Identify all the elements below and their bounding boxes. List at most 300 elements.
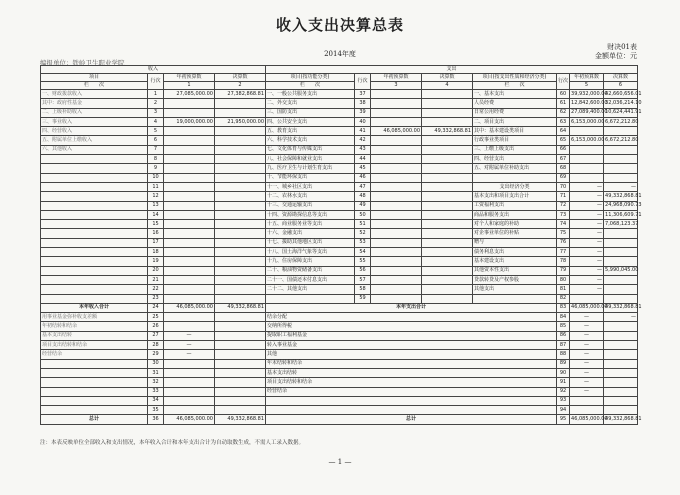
expense-econ-row-number: 80: [557, 275, 570, 284]
expense-func-row-number: 57: [355, 275, 371, 284]
expense-econ-budget-value: —: [570, 275, 604, 284]
expense-func-row-number: 39: [355, 108, 371, 117]
expense-func-item: 二十一、国债还本付息支出: [266, 275, 355, 284]
expense-func-item: 八、社会保障和就业支出: [266, 155, 355, 164]
income-row-number: 6: [148, 136, 164, 145]
col-row-header-3: 行次: [557, 74, 570, 90]
income-row-number: 1: [148, 90, 164, 99]
expense-final-value: [604, 368, 638, 377]
expense-row-number: 91: [557, 378, 570, 387]
table-row: [41, 313, 638, 322]
income-budget-value: [164, 294, 215, 303]
income-final-value: [215, 238, 266, 247]
income-final-value: [215, 275, 266, 284]
expense-econ-item: 人员经费: [473, 99, 557, 108]
income-item: [41, 192, 148, 201]
expense-func-budget-value: [371, 192, 422, 201]
income-row-number: 13: [148, 201, 164, 210]
grand-total-expense-budget: 46,085,000.00: [570, 415, 604, 424]
income-row-number: 23: [148, 294, 164, 303]
income-budget-value: [164, 127, 215, 136]
expense-econ-row-number: 69: [557, 173, 570, 182]
expense-func-budget-value: [371, 117, 422, 126]
income-final-value: [215, 155, 266, 164]
expense-econ-budget-value: —: [570, 285, 604, 294]
income-budget-value: [164, 266, 215, 275]
table-body: [41, 66, 642, 425]
expense-func-final-value: [422, 248, 473, 257]
expense-econ-final-value: 5,990,045.00: [604, 266, 638, 275]
expense-econ-budget-value: —: [570, 210, 604, 219]
lanci-label-3: 栏 次: [473, 82, 557, 90]
table-row: [41, 201, 638, 210]
income-item: [41, 164, 148, 173]
expense-func-budget-value: [371, 248, 422, 257]
expense-func-budget-value: [371, 266, 422, 275]
expense-func-budget-value: [371, 238, 422, 247]
expense-func-final-value: [422, 108, 473, 117]
income-item: [41, 378, 148, 387]
income-final-value: [215, 406, 266, 415]
expense-econ-final-value: 24,968,090.73: [604, 201, 638, 210]
expense-func-budget-value: [371, 155, 422, 164]
expense-func-row-number: 52: [355, 229, 371, 238]
expense-item: 交纳所得税: [266, 322, 557, 331]
income-row-number: 17: [148, 238, 164, 247]
col-item-header: 项目: [41, 74, 148, 82]
expense-econ-row-number: 63: [557, 117, 570, 126]
expense-final-value: [604, 378, 638, 387]
income-final-value: [215, 210, 266, 219]
income-item: 用事业基金弥补收支差额: [41, 313, 148, 322]
expense-item: [266, 396, 557, 405]
column-number-row: [41, 82, 638, 90]
income-row-number: 22: [148, 285, 164, 294]
income-item: 四、经营收入: [41, 127, 148, 136]
income-row-number: 32: [148, 378, 164, 387]
income-budget-value: [164, 108, 215, 117]
lanci-label: 栏 次: [41, 82, 148, 90]
expense-item: 基本支出结转: [266, 368, 557, 377]
expense-econ-budget-value: —: [570, 192, 604, 201]
expense-func-item: 十八、国土海洋气象等支出: [266, 248, 355, 257]
expense-econ-item: 二、项目支出: [473, 117, 557, 126]
expense-econ-item: 其他资本性支出: [473, 266, 557, 275]
income-budget-value: [164, 229, 215, 238]
expense-econ-budget-value: —: [570, 248, 604, 257]
expense-func-row-number: 58: [355, 285, 371, 294]
expense-budget-value: —: [570, 359, 604, 368]
expense-econ-item: 对个人和家庭的补助: [473, 220, 557, 229]
income-row-number: 28: [148, 341, 164, 350]
income-row-number: 16: [148, 229, 164, 238]
year-expense-total-label: 本年支出合计: [266, 303, 557, 312]
table-row: [41, 238, 638, 247]
income-item: 其中：政府性基金: [41, 99, 148, 108]
expense-row-number: 85: [557, 322, 570, 331]
expense-func-row-number: 37: [355, 90, 371, 99]
income-final-value: [215, 248, 266, 257]
year-income-total-budget: 46,085,000.00: [164, 303, 215, 312]
expense-econ-final-value: 6,672,212.80: [604, 117, 638, 126]
col-budget-header: 年初预算数: [164, 74, 215, 82]
table-row: [41, 285, 638, 294]
expense-econ-budget-value: [570, 145, 604, 154]
income-final-value: [215, 99, 266, 108]
expense-econ-row-number: 64: [557, 127, 570, 136]
income-final-value: [215, 294, 266, 303]
expense-econ-item: 五、对附属单位补助支出: [473, 164, 557, 173]
expense-func-row-number: 41: [355, 127, 371, 136]
income-final-value: [215, 359, 266, 368]
expense-econ-final-value: [604, 294, 638, 303]
income-budget-value: [164, 136, 215, 145]
income-row-number: 15: [148, 220, 164, 229]
expense-func-row-number: 49: [355, 201, 371, 210]
col-number-6: 6: [604, 82, 638, 90]
income-item: 五、附属单位上缴收入: [41, 136, 148, 145]
expense-func-item: 二、外交支出: [266, 99, 355, 108]
income-budget-value: [164, 359, 215, 368]
table-row: [41, 275, 638, 284]
income-item: [41, 406, 148, 415]
table-row: [41, 350, 638, 359]
income-item: 三、事业收入: [41, 117, 148, 126]
expense-func-item: 五、教育支出: [266, 127, 355, 136]
table-row: [41, 341, 638, 350]
expense-econ-final-value: [604, 248, 638, 257]
expense-func-item: 四、公共安全支出: [266, 117, 355, 126]
income-final-value: [215, 396, 266, 405]
expense-econ-final-value: 49,332,868.81: [604, 192, 638, 201]
expense-func-budget-value: [371, 136, 422, 145]
expense-func-item: 十七、援助其他地区支出: [266, 238, 355, 247]
expense-econ-item: 三、上缴上级支出: [473, 145, 557, 154]
table-row: [41, 108, 638, 117]
table-row: [41, 192, 638, 201]
income-row-number: 14: [148, 210, 164, 219]
expense-func-budget-value: [371, 285, 422, 294]
expense-econ-item: 日常公用经费: [473, 108, 557, 117]
expense-func-budget-value: [371, 173, 422, 182]
expense-func-row-number: 54: [355, 248, 371, 257]
expense-func-row-number: 55: [355, 257, 371, 266]
income-final-value: [215, 387, 266, 396]
expense-econ-budget-value: [570, 294, 604, 303]
expense-econ-row-number: 77: [557, 248, 570, 257]
income-item: [41, 210, 148, 219]
expense-func-final-value: [422, 117, 473, 126]
expense-row-number: 94: [557, 406, 570, 415]
expense-econ-item: 商品和服务支出: [473, 210, 557, 219]
expense-econ-row-number: 76: [557, 238, 570, 247]
expense-econ-final-value: 11,306,609.71: [604, 210, 638, 219]
expense-econ-budget-value: [570, 173, 604, 182]
expense-final-value: —: [604, 313, 638, 322]
expense-econ-budget-value: 6,153,000.00: [570, 136, 604, 145]
col-number-2: 2: [215, 82, 266, 90]
income-budget-value: [164, 201, 215, 210]
expense-func-budget-value: [371, 99, 422, 108]
income-final-value: [215, 266, 266, 275]
expense-func-final-value: [422, 99, 473, 108]
income-row-number: 21: [148, 275, 164, 284]
grand-total-income-row-number: 36: [148, 415, 164, 424]
income-final-value: [215, 164, 266, 173]
col-number-5: 5: [570, 82, 604, 90]
expense-econ-budget-value: [570, 127, 604, 136]
expense-econ-final-value: [604, 257, 638, 266]
income-item: 六、其他收入: [41, 145, 148, 154]
expense-econ-row-number: 68: [557, 164, 570, 173]
expense-item: 年末结转和结余: [266, 359, 557, 368]
expense-econ-row-number: 78: [557, 257, 570, 266]
expense-func-budget-value: [371, 182, 422, 191]
income-item: 二、上级补助收入: [41, 108, 148, 117]
expense-budget-value: —: [570, 331, 604, 340]
expense-func-item: 三、国防支出: [266, 108, 355, 117]
expense-func-final-value: [422, 257, 473, 266]
expense-econ-budget-value: —: [570, 182, 604, 191]
expense-row-number: 88: [557, 350, 570, 359]
year-income-total-label: 本年收入合计: [41, 303, 148, 312]
grand-total-expense-label: 总计: [266, 415, 557, 424]
page-number: — 1 —: [328, 458, 352, 466]
income-row-number: 2: [148, 99, 164, 108]
expense-econ-final-value: [604, 229, 638, 238]
income-final-value: [215, 127, 266, 136]
expense-func-final-value: [422, 182, 473, 191]
income-item: 年初结转和结余: [41, 322, 148, 331]
income-item: [41, 294, 148, 303]
income-item: [41, 368, 148, 377]
income-budget-value: —: [164, 331, 215, 340]
year-income-total-row-number: 24: [148, 303, 164, 312]
income-row-number: 9: [148, 164, 164, 173]
table-row: [41, 294, 638, 303]
expense-econ-final-value: [604, 173, 638, 182]
expense-econ-item: 基本支出和项目支出合计: [473, 192, 557, 201]
income-budget-value: —: [164, 350, 215, 359]
expense-econ-budget-value: [570, 164, 604, 173]
income-budget-value: [164, 182, 215, 191]
income-item: [41, 173, 148, 182]
expense-func-budget-value: [371, 164, 422, 173]
income-row-number: 31: [148, 368, 164, 377]
col-item-econ-header: 项目(按支出性质和经济分类): [473, 74, 557, 82]
expense-econ-row-number: 60: [557, 90, 570, 99]
expense-econ-budget-value: 6,153,000.00: [570, 117, 604, 126]
expense-budget-value: —: [570, 341, 604, 350]
income-budget-value: [164, 210, 215, 219]
expense-econ-final-value: —: [604, 182, 638, 191]
expense-func-row-number: 40: [355, 117, 371, 126]
income-budget-value: [164, 155, 215, 164]
expense-budget-value: —: [570, 387, 604, 396]
income-row-number: 8: [148, 155, 164, 164]
expense-row-number: 84: [557, 313, 570, 322]
expense-econ-row-number: 79: [557, 266, 570, 275]
expense-econ-final-value: [604, 155, 638, 164]
expense-func-item: 七、文化体育与传媒支出: [266, 145, 355, 154]
income-section-header: 收入: [41, 66, 266, 74]
expense-func-row-number: 43: [355, 145, 371, 154]
expense-row-number: 89: [557, 359, 570, 368]
form-code: 财决01表: [607, 43, 637, 51]
income-budget-value: [164, 257, 215, 266]
expense-func-item: 二十二、其他支出: [266, 285, 355, 294]
expense-budget-value: —: [570, 322, 604, 331]
income-item: [41, 285, 148, 294]
income-row-number: 18: [148, 248, 164, 257]
expense-func-row-number: 46: [355, 173, 371, 182]
expense-econ-final-value: 42,660,656.01: [604, 90, 638, 99]
table-row: [41, 182, 638, 191]
expense-func-budget-value: [371, 210, 422, 219]
table-row: [41, 145, 638, 154]
income-item: 基本支出结转: [41, 331, 148, 340]
income-final-value: [215, 192, 266, 201]
expense-row-number: 87: [557, 341, 570, 350]
income-final-value: [215, 313, 266, 322]
expense-econ-final-value: [604, 238, 638, 247]
expense-econ-final-value: [604, 285, 638, 294]
expense-final-value: [604, 341, 638, 350]
income-row-number: 19: [148, 257, 164, 266]
expense-final-value: [604, 322, 638, 331]
expense-func-row-number: 50: [355, 210, 371, 219]
income-item: [41, 257, 148, 266]
col-budget-header-3: 年初预算数: [570, 74, 604, 82]
expense-econ-budget-value: —: [570, 238, 604, 247]
expense-budget-value: —: [570, 350, 604, 359]
table-row: [41, 127, 638, 136]
income-item: [41, 359, 148, 368]
expense-item: 经营结余: [266, 387, 557, 396]
column-header-row: [41, 74, 638, 82]
income-row-number: 11: [148, 182, 164, 191]
income-row-number: 30: [148, 359, 164, 368]
col-number-1: 1: [164, 82, 215, 90]
table-row: [41, 164, 638, 173]
footnote: 注：本表反映单位全部收入和支出情况，本年收入合计和本年支出合计为自动取数生成，不需人工录入数据。: [40, 440, 305, 446]
grand-total-income-budget: 46,085,000.00: [164, 415, 215, 424]
grand-total-expense-row-number: 95: [557, 415, 570, 424]
income-budget-value: 27,085,000.00: [164, 90, 215, 99]
income-final-value: [215, 285, 266, 294]
report-title: 收入支出决算总表: [275, 16, 404, 34]
expense-row-number: 90: [557, 368, 570, 377]
expense-row-number: 92: [557, 387, 570, 396]
income-final-value: [215, 182, 266, 191]
expense-econ-final-value: [604, 145, 638, 154]
expense-econ-row-number: 65: [557, 136, 570, 145]
expense-section-header: 支出: [266, 66, 638, 74]
expense-func-item: 十一、城乡社区支出: [266, 182, 355, 191]
income-final-value: 27,382,868.81: [215, 90, 266, 99]
income-item: [41, 238, 148, 247]
expense-econ-item: 四、经营支出: [473, 155, 557, 164]
col-final-header-2: 决算数: [422, 74, 473, 82]
table-row: [41, 368, 638, 377]
expense-func-budget-value: [371, 275, 422, 284]
income-budget-value: [164, 368, 215, 377]
expense-func-item: 二十、粮油物资储备支出: [266, 266, 355, 275]
income-budget-value: —: [164, 341, 215, 350]
expense-econ-row-number: 62: [557, 108, 570, 117]
expense-econ-final-value: [604, 164, 638, 173]
income-item: 项目支出结转和结余: [41, 341, 148, 350]
table-row: [41, 396, 638, 405]
income-final-value: [215, 108, 266, 117]
expense-func-row-number: 45: [355, 164, 371, 173]
expense-econ-item: 工资福利支出: [473, 201, 557, 210]
expense-func-item: 十、节能环保支出: [266, 173, 355, 182]
expense-item: 项目支出结转和结余: [266, 378, 557, 387]
income-final-value: [215, 368, 266, 377]
year-expense-total-row-number: 83: [557, 303, 570, 312]
expense-func-final-value: [422, 136, 473, 145]
expense-func-item: 一、一般公共服务支出: [266, 90, 355, 99]
year-income-total-final: 49,332,868.81: [215, 303, 266, 312]
expense-final-value: [604, 331, 638, 340]
income-budget-value: 19,000,000.00: [164, 117, 215, 126]
table-row: [41, 155, 638, 164]
expense-func-row-number: 42: [355, 136, 371, 145]
income-row-number: 5: [148, 127, 164, 136]
expense-budget-value: —: [570, 313, 604, 322]
expense-econ-budget-value: —: [570, 266, 604, 275]
income-budget-value: [164, 164, 215, 173]
income-final-value: 21,950,000.00: [215, 117, 266, 126]
lanci-label-2: 栏 次: [266, 82, 355, 90]
expense-func-final-value: [422, 173, 473, 182]
expense-econ-item: 对企事业单位的补贴: [473, 229, 557, 238]
expense-func-final-value: [422, 90, 473, 99]
income-item: [41, 248, 148, 257]
income-budget-value: [164, 145, 215, 154]
expense-econ-row-number: 72: [557, 201, 570, 210]
expense-item: [266, 406, 557, 415]
expense-item: 结余分配: [266, 313, 557, 322]
income-final-value: [215, 331, 266, 340]
report-year: 2014年度: [324, 50, 356, 58]
income-row-number: 29: [148, 350, 164, 359]
expense-final-value: [604, 406, 638, 415]
table-row: [41, 173, 638, 182]
expense-budget-value: [570, 396, 604, 405]
income-final-value: [215, 145, 266, 154]
expense-func-row-number: 51: [355, 220, 371, 229]
expense-func-budget-value: [371, 294, 422, 303]
income-row-number: 3: [148, 108, 164, 117]
table-row: [41, 248, 638, 257]
expense-func-final-value: [422, 155, 473, 164]
income-row-number: 7: [148, 145, 164, 154]
expense-econ-budget-value: 27,089,400.00: [570, 108, 604, 117]
expense-econ-final-value: 6,672,212.80: [604, 136, 638, 145]
col-number-4: 4: [422, 82, 473, 90]
expense-func-item: 六、科学技术支出: [266, 136, 355, 145]
col-row-header: 行次: [148, 74, 164, 90]
col-row-header-2: 行次: [355, 74, 371, 90]
expense-econ-row-number: 74: [557, 220, 570, 229]
col-budget-header-2: 年初预算数: [371, 74, 422, 82]
income-final-value: [215, 220, 266, 229]
income-row-number: 35: [148, 406, 164, 415]
expense-func-row-number: 48: [355, 192, 371, 201]
income-budget-value: [164, 387, 215, 396]
